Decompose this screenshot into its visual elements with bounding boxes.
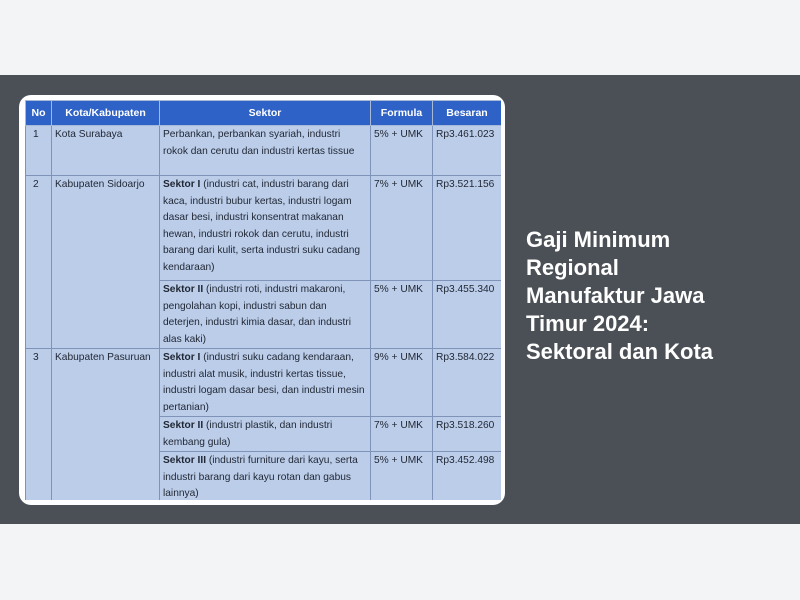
- sektor-label: Sektor I: [163, 352, 201, 363]
- wage-table: [25, 100, 501, 500]
- table-row: [26, 349, 502, 417]
- table-row: [26, 126, 502, 176]
- table-header-row: [26, 101, 502, 126]
- sektor-label: Sektor II: [163, 420, 204, 431]
- cell-sektor: [160, 452, 371, 501]
- cell-no: 2: [26, 176, 52, 349]
- cell-sektor: [160, 176, 371, 281]
- sektor-label: Sektor I: [163, 179, 201, 190]
- table-container: [25, 100, 501, 500]
- cell-besaran: Rp3.452.498: [433, 452, 502, 501]
- cell-besaran: Rp3.518.260: [433, 417, 502, 452]
- header-besaran: Besaran: [433, 101, 502, 126]
- cell-formula: 7% + UMK: [371, 417, 433, 452]
- headline-line: Sektoral dan Kota: [526, 339, 714, 364]
- cell-besaran: Rp3.461.023: [433, 126, 502, 176]
- cell-sektor: [160, 417, 371, 452]
- headline-line: Timur 2024:: [526, 311, 650, 336]
- sektor-description: (industri plastik, dan industri kembang gula): [163, 420, 333, 448]
- sektor-description: Perbankan, perbankan syariah, industri rokok dan cerutu dan industri kertas tissue: [163, 129, 355, 157]
- header-kota: Kota/Kabupaten: [52, 101, 160, 126]
- sektor-description: (industri roti, industri makaroni, pengolahan kopi, industri sabun dan deterjen, industri kimia dasar, dan industri alas kaki): [163, 284, 352, 345]
- cell-besaran: Rp3.455.340: [433, 281, 502, 349]
- header-sektor: Sektor: [160, 101, 371, 126]
- sektor-label: Sektor II: [163, 284, 204, 295]
- headline-line: Regional: [526, 255, 619, 280]
- cell-kota: Kota Surabaya: [52, 126, 160, 176]
- cell-formula: 5% + UMK: [371, 281, 433, 349]
- headline: [526, 226, 776, 366]
- sektor-description: (industri suku cadang kendaraan, industri alat musik, industri kertas tissue, industri logam dasar besi, dan industri mesin pertanian): [163, 352, 365, 413]
- sektor-label: Sektor III: [163, 455, 207, 466]
- cell-formula: 7% + UMK: [371, 176, 433, 281]
- sektor-description: (industri cat, industri barang dari kaca, industri bubur kertas, industri logam dasar besi, industri konsentrat makanan hewan, industri rokok dan cerutu, industri barang dari kulit, serta industri suku cadang kendaraan): [163, 179, 361, 273]
- cell-formula: 5% + UMK: [371, 126, 433, 176]
- header-no: No: [26, 101, 52, 126]
- table-row: [26, 176, 502, 281]
- cell-formula: 5% + UMK: [371, 452, 433, 501]
- sektor-description: (industri furniture dari kayu, serta industri barang dari kayu rotan dan gabus lainnya): [163, 455, 358, 499]
- cell-kota: Kabupaten Sidoarjo: [52, 176, 160, 349]
- cell-besaran: Rp3.521.156: [433, 176, 502, 281]
- headline-line: Gaji Minimum: [526, 227, 671, 252]
- headline-line: Manufaktur Jawa: [526, 283, 705, 308]
- cell-sektor: [160, 349, 371, 417]
- cell-sektor: [160, 126, 371, 176]
- cell-formula: 9% + UMK: [371, 349, 433, 417]
- cell-no: 1: [26, 126, 52, 176]
- header-formula: Formula: [371, 101, 433, 126]
- table-image-card: [19, 95, 505, 505]
- cell-kota: Kabupaten Pasuruan: [52, 349, 160, 501]
- cell-sektor: [160, 281, 371, 349]
- cell-besaran: Rp3.584.022: [433, 349, 502, 417]
- cell-no: 3: [26, 349, 52, 501]
